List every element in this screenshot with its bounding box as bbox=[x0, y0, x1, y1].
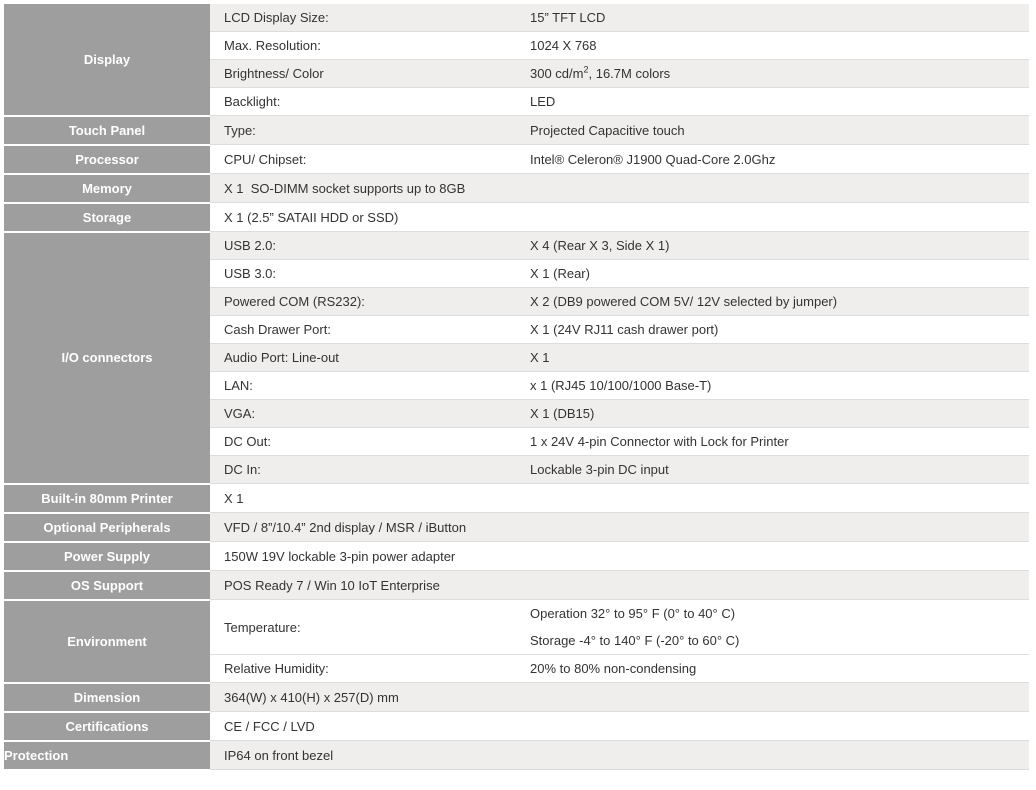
color-value: , 16.7M colors bbox=[588, 66, 671, 81]
spec-label: Backlight: bbox=[210, 88, 530, 116]
spec-value: X 1 SO-DIMM socket supports up to 8GB bbox=[210, 174, 1029, 203]
temperature-storage: Storage -4° to 140° F (-20° to 60° C) bbox=[530, 633, 740, 648]
spec-label: LAN: bbox=[210, 372, 530, 400]
spec-value: 150W 19V lockable 3-pin power adapter bbox=[210, 542, 1029, 571]
spec-label: VGA: bbox=[210, 400, 530, 428]
spec-value: CE / FCC / LVD bbox=[210, 712, 1029, 741]
spec-label: Audio Port: Line-out bbox=[210, 344, 530, 372]
spec-value: Intel® Celeron® J1900 Quad-Core 2.0Ghz bbox=[530, 145, 1029, 174]
category-power-supply: Power Supply bbox=[4, 542, 210, 571]
spec-label: Temperature: bbox=[210, 600, 530, 655]
superscript: 2 bbox=[583, 64, 589, 75]
spec-value: LED bbox=[530, 88, 1029, 116]
spec-value: IP64 on front bezel bbox=[210, 741, 1029, 770]
category-certifications: Certifications bbox=[4, 712, 210, 741]
spec-row bbox=[4, 600, 1029, 655]
spec-row bbox=[4, 542, 1029, 571]
spec-value: X 1 bbox=[210, 484, 1029, 513]
spec-label: Powered COM (RS232): bbox=[210, 288, 530, 316]
spec-value: X 1 bbox=[530, 344, 1029, 372]
spec-value: X 2 (DB9 powered COM 5V/ 12V selected by jumper) bbox=[530, 288, 1029, 316]
spec-value: X 1 (Rear) bbox=[530, 260, 1029, 288]
spec-value: POS Ready 7 / Win 10 IoT Enterprise bbox=[210, 571, 1029, 600]
spec-label: Cash Drawer Port: bbox=[210, 316, 530, 344]
spec-row bbox=[4, 484, 1029, 513]
category-printer: Built-in 80mm Printer bbox=[4, 484, 210, 513]
category-dimension: Dimension bbox=[4, 683, 210, 712]
spec-value: 20% to 80% non-condensing bbox=[530, 655, 1029, 683]
spec-value: X 1 (24V RJ11 cash drawer port) bbox=[530, 316, 1029, 344]
spec-value: X 4 (Rear X 3, Side X 1) bbox=[530, 232, 1029, 260]
spec-value: X 1 (2.5” SATAII HDD or SSD) bbox=[210, 203, 1029, 232]
spec-row bbox=[4, 232, 1029, 260]
spec-label: Relative Humidity: bbox=[210, 655, 530, 683]
spec-value: x 1 (RJ45 10/100/1000 Base-T) bbox=[530, 372, 1029, 400]
spec-label: DC Out: bbox=[210, 428, 530, 456]
spec-value bbox=[530, 60, 1029, 88]
category-memory: Memory bbox=[4, 174, 210, 203]
category-os-support: OS Support bbox=[4, 571, 210, 600]
spec-label: USB 3.0: bbox=[210, 260, 530, 288]
category-protection: Protection bbox=[4, 741, 210, 770]
spec-value: X 1 (DB15) bbox=[530, 400, 1029, 428]
category-display: Display bbox=[4, 4, 210, 116]
spec-label: CPU/ Chipset: bbox=[210, 145, 530, 174]
temperature-operation: Operation 32° to 95° F (0° to 40° C) bbox=[530, 606, 736, 621]
spec-row bbox=[4, 741, 1029, 770]
spec-label: Brightness/ Color bbox=[210, 60, 530, 88]
spec-label: USB 2.0: bbox=[210, 232, 530, 260]
category-touch-panel: Touch Panel bbox=[4, 116, 210, 145]
spec-label: DC In: bbox=[210, 456, 530, 484]
spec-value: 364(W) x 410(H) x 257(D) mm bbox=[210, 683, 1029, 712]
category-optional-peripherals: Optional Peripherals bbox=[4, 513, 210, 542]
spec-row bbox=[4, 712, 1029, 741]
spec-value: Projected Capacitive touch bbox=[530, 116, 1029, 145]
spec-row bbox=[4, 513, 1029, 542]
spec-value bbox=[530, 600, 1029, 655]
spec-row bbox=[4, 683, 1029, 712]
category-environment: Environment bbox=[4, 600, 210, 683]
category-processor: Processor bbox=[4, 145, 210, 174]
spec-row bbox=[4, 116, 1029, 145]
spec-value: Lockable 3-pin DC input bbox=[530, 456, 1029, 484]
category-io-connectors: I/O connectors bbox=[4, 232, 210, 484]
spec-row bbox=[4, 4, 1029, 32]
spec-value: 15” TFT LCD bbox=[530, 4, 1029, 32]
spec-row bbox=[4, 203, 1029, 232]
spec-value: 1024 X 768 bbox=[530, 32, 1029, 60]
spec-label: Type: bbox=[210, 116, 530, 145]
spec-label: LCD Display Size: bbox=[210, 4, 530, 32]
spec-label: Max. Resolution: bbox=[210, 32, 530, 60]
category-storage: Storage bbox=[4, 203, 210, 232]
spec-value: 1 x 24V 4-pin Connector with Lock for Printer bbox=[530, 428, 1029, 456]
spec-value: VFD / 8”/10.4” 2nd display / MSR / iButton bbox=[210, 513, 1029, 542]
spec-table bbox=[4, 4, 1029, 771]
spec-row bbox=[4, 145, 1029, 174]
spec-row bbox=[4, 174, 1029, 203]
brightness-value: 300 cd/m bbox=[530, 66, 584, 81]
spec-row bbox=[4, 571, 1029, 600]
